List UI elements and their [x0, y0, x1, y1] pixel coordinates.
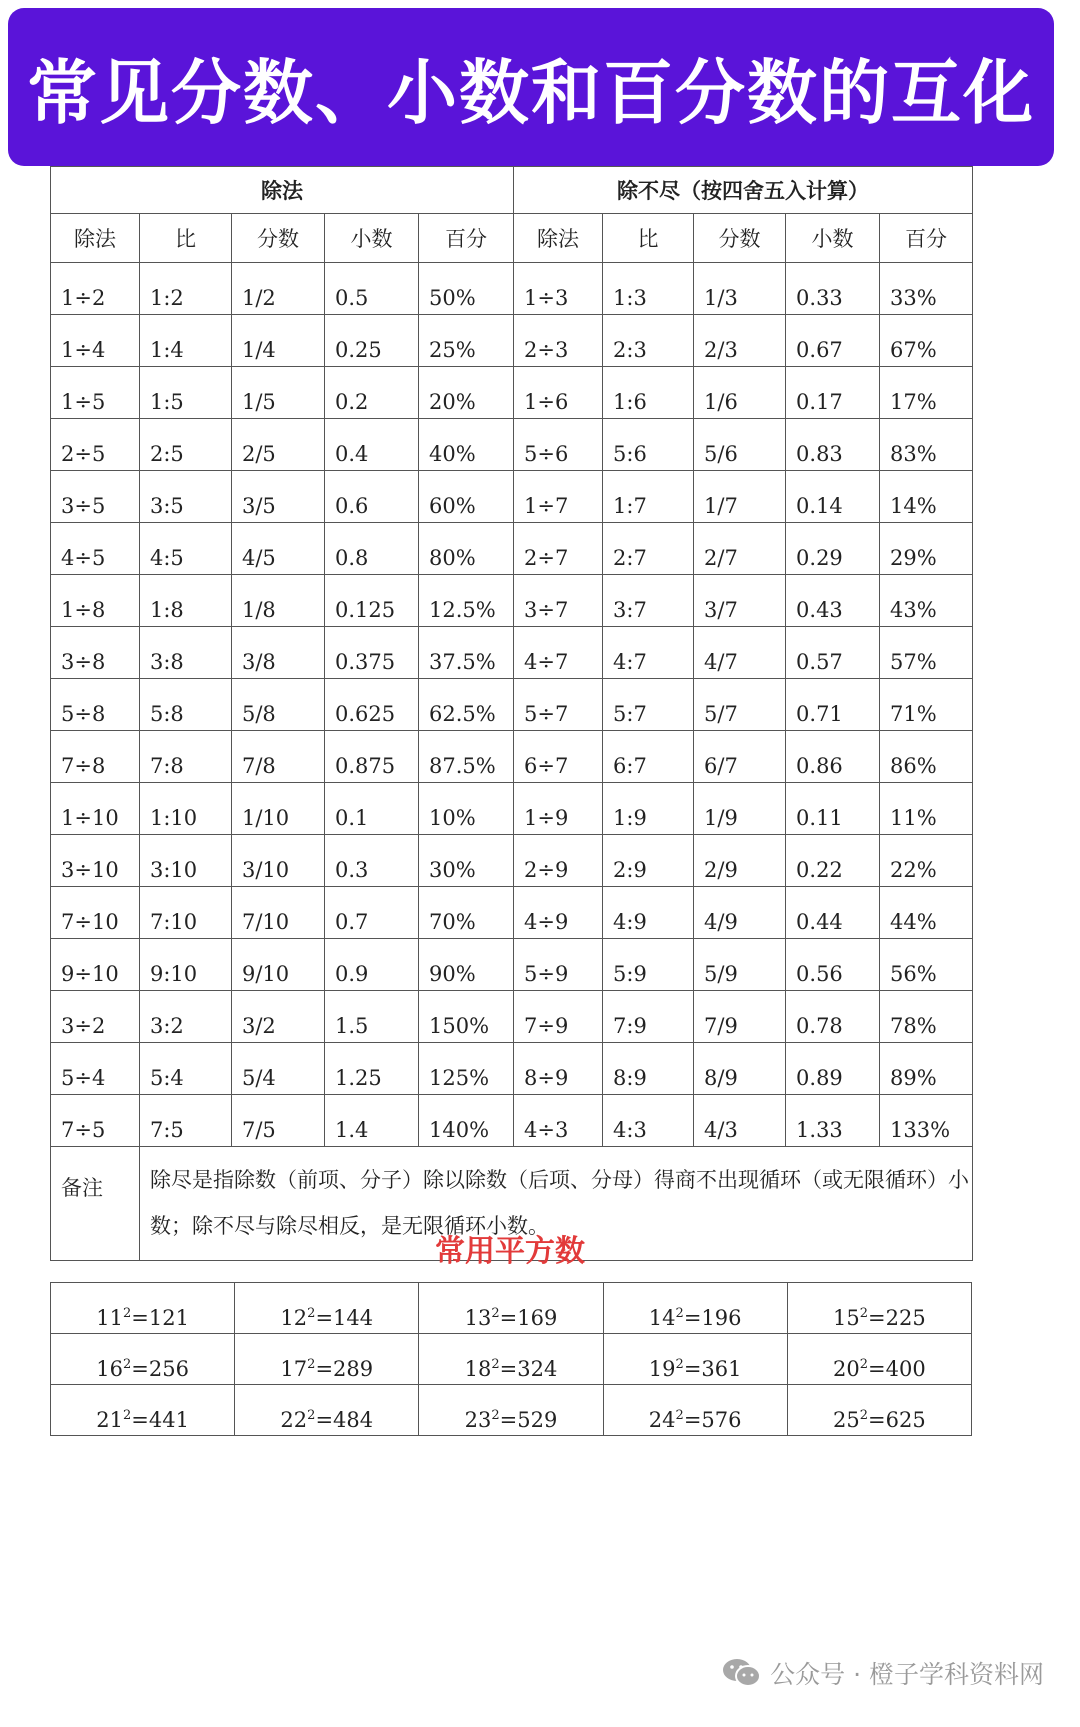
table-cell: 0.6: [325, 471, 419, 523]
square-base: 20: [833, 1357, 860, 1381]
square-cell: [419, 1283, 603, 1334]
square-base: 21: [96, 1408, 123, 1432]
table-cell: 3:2: [140, 991, 232, 1043]
table-cell: 3/5: [232, 471, 325, 523]
wechat-icon: [722, 1657, 762, 1689]
table-cell: 1÷9: [514, 783, 603, 835]
table-cell: 5/8: [232, 679, 325, 731]
table-cell: 0.43: [786, 575, 880, 627]
square-cell: [603, 1334, 787, 1385]
table-cell: 11%: [880, 783, 973, 835]
column-header: 比: [140, 214, 232, 263]
table-cell: 7:5: [140, 1095, 232, 1147]
table-cell: 1÷6: [514, 367, 603, 419]
square-exponent: 2: [859, 1408, 869, 1423]
table-cell: 1.5: [325, 991, 419, 1043]
table-cell: 86%: [880, 731, 973, 783]
table-cell: 70%: [419, 887, 514, 939]
table-cell: 7/8: [232, 731, 325, 783]
table-cell: 4:3: [603, 1095, 694, 1147]
note-label: 备注: [51, 1147, 140, 1261]
table-cell: 7/10: [232, 887, 325, 939]
square-cell: [787, 1334, 971, 1385]
table-cell: 33%: [880, 263, 973, 315]
table-row: [51, 679, 973, 731]
squares-table: [50, 1282, 972, 1436]
table-cell: 4/7: [694, 627, 786, 679]
table-cell: 1/6: [694, 367, 786, 419]
table-cell: 0.78: [786, 991, 880, 1043]
table-cell: 1÷2: [51, 263, 140, 315]
table-cell: 7÷10: [51, 887, 140, 939]
table-row: [51, 575, 973, 627]
table-cell: 1÷8: [51, 575, 140, 627]
squares-row: [51, 1334, 972, 1385]
table-cell: 7/5: [232, 1095, 325, 1147]
table-cell: 2:3: [603, 315, 694, 367]
table-cell: 2/5: [232, 419, 325, 471]
table-cell: 4÷5: [51, 523, 140, 575]
table-cell: 1÷5: [51, 367, 140, 419]
column-header: 分数: [694, 214, 786, 263]
table-cell: 5/7: [694, 679, 786, 731]
table-row: [51, 419, 973, 471]
table-cell: 20%: [419, 367, 514, 419]
conversion-table-body: [51, 263, 973, 1261]
table-cell: 5/4: [232, 1043, 325, 1095]
table-cell: 2:7: [603, 523, 694, 575]
table-cell: 5÷6: [514, 419, 603, 471]
square-cell: [235, 1334, 419, 1385]
table-cell: 5:6: [603, 419, 694, 471]
table-cell: 6÷7: [514, 731, 603, 783]
table-cell: 1÷10: [51, 783, 140, 835]
table-cell: 56%: [880, 939, 973, 991]
table-cell: 1.4: [325, 1095, 419, 1147]
table-cell: 1÷4: [51, 315, 140, 367]
table-cell: 2÷5: [51, 419, 140, 471]
square-result: =484: [315, 1408, 374, 1432]
table-cell: 0.29: [786, 523, 880, 575]
square-exponent: 2: [675, 1306, 684, 1321]
table-cell: 7:10: [140, 887, 232, 939]
square-cell: [51, 1283, 235, 1334]
table-cell: 0.22: [786, 835, 880, 887]
table-cell: 1/3: [694, 263, 786, 315]
table-cell: 0.875: [325, 731, 419, 783]
square-exponent: 2: [491, 1408, 500, 1423]
table-row: [51, 367, 973, 419]
square-base: 17: [280, 1357, 308, 1381]
table-cell: 4÷3: [514, 1095, 603, 1147]
table-cell: 29%: [880, 523, 973, 575]
square-cell: [419, 1385, 603, 1436]
table-cell: 5/6: [694, 419, 786, 471]
table-cell: 1/9: [694, 783, 786, 835]
square-result: =289: [315, 1357, 374, 1381]
table-cell: 2/9: [694, 835, 786, 887]
table-cell: 5:8: [140, 679, 232, 731]
square-exponent: 2: [859, 1306, 869, 1321]
table-cell: 1/2: [232, 263, 325, 315]
table-cell: 0.9: [325, 939, 419, 991]
square-base: 14: [648, 1306, 676, 1330]
table-cell: 0.11: [786, 783, 880, 835]
table-cell: 0.57: [786, 627, 880, 679]
table-cell: 0.17: [786, 367, 880, 419]
square-result: =196: [683, 1306, 742, 1330]
table-cell: 78%: [880, 991, 973, 1043]
table-cell: 3÷7: [514, 575, 603, 627]
square-cell: [51, 1385, 235, 1436]
page-title: 常见分数、小数和百分数的互化: [27, 51, 1035, 134]
square-base: 12: [280, 1306, 308, 1330]
table-cell: 30%: [419, 835, 514, 887]
table-cell: 7÷9: [514, 991, 603, 1043]
square-base: 22: [280, 1408, 308, 1432]
square-base: 11: [96, 1306, 123, 1330]
group-header-row: [51, 167, 973, 214]
table-row: [51, 1043, 973, 1095]
table-cell: 5÷4: [51, 1043, 140, 1095]
table-cell: 44%: [880, 887, 973, 939]
table-cell: 4:9: [603, 887, 694, 939]
conversion-table: [50, 166, 973, 1261]
table-cell: 0.89: [786, 1043, 880, 1095]
group-header-exact: 除法: [51, 167, 514, 214]
table-cell: 0.8: [325, 523, 419, 575]
group-header-rounded: 除不尽（按四舍五入计算）: [514, 167, 973, 214]
table-cell: 3:10: [140, 835, 232, 887]
table-cell: 89%: [880, 1043, 973, 1095]
table-cell: 0.2: [325, 367, 419, 419]
table-cell: 7:8: [140, 731, 232, 783]
column-header: 比: [603, 214, 694, 263]
table-row: [51, 835, 973, 887]
table-cell: 4/9: [694, 887, 786, 939]
table-row: [51, 471, 973, 523]
table-cell: 140%: [419, 1095, 514, 1147]
table-cell: 2:5: [140, 419, 232, 471]
table-cell: 0.56: [786, 939, 880, 991]
table-cell: 1:3: [603, 263, 694, 315]
table-cell: 1:2: [140, 263, 232, 315]
square-result: =441: [131, 1408, 189, 1432]
table-cell: 1÷7: [514, 471, 603, 523]
table-cell: 8÷9: [514, 1043, 603, 1095]
table-cell: 9/10: [232, 939, 325, 991]
square-exponent: 2: [122, 1357, 132, 1372]
square-exponent: 2: [675, 1408, 684, 1423]
footer-text: 公众号 · 橙子学科资料网: [770, 1660, 1044, 1689]
square-cell: [235, 1385, 419, 1436]
table-cell: 2÷7: [514, 523, 603, 575]
table-row: [51, 991, 973, 1043]
square-exponent: 2: [859, 1357, 869, 1372]
table-cell: 0.375: [325, 627, 419, 679]
table-cell: 0.7: [325, 887, 419, 939]
square-base: 23: [464, 1408, 492, 1432]
table-row: [51, 627, 973, 679]
table-cell: 0.86: [786, 731, 880, 783]
square-base: 19: [648, 1357, 676, 1381]
table-cell: 5÷7: [514, 679, 603, 731]
table-cell: 7:9: [603, 991, 694, 1043]
table-cell: 4÷7: [514, 627, 603, 679]
table-cell: 5:4: [140, 1043, 232, 1095]
table-cell: 133%: [880, 1095, 973, 1147]
table-cell: 71%: [880, 679, 973, 731]
column-header-row: [51, 214, 973, 263]
table-cell: 0.67: [786, 315, 880, 367]
table-row: [51, 315, 973, 367]
table-cell: 1/5: [232, 367, 325, 419]
table-cell: 9:10: [140, 939, 232, 991]
table-cell: 57%: [880, 627, 973, 679]
note-text: 除尽是指除数（前项、分子）除以除数（后项、分母）得商不出现循环（或无限循环）小数；除不尽与除尽相反，是无限循环小数。: [140, 1147, 973, 1261]
table-cell: 12.5%: [419, 575, 514, 627]
square-exponent: 2: [491, 1357, 500, 1372]
square-cell: [787, 1385, 971, 1436]
table-row: [51, 731, 973, 783]
square-base: 25: [833, 1408, 860, 1432]
square-result: =169: [499, 1306, 558, 1330]
table-cell: 3:8: [140, 627, 232, 679]
table-cell: 0.83: [786, 419, 880, 471]
table-cell: 9÷10: [51, 939, 140, 991]
table-cell: 4:7: [603, 627, 694, 679]
table-cell: 0.3: [325, 835, 419, 887]
table-cell: 1:6: [603, 367, 694, 419]
table-cell: 87.5%: [419, 731, 514, 783]
table-cell: 90%: [419, 939, 514, 991]
square-cell: [235, 1283, 419, 1334]
table-cell: 6/7: [694, 731, 786, 783]
table-cell: 4/5: [232, 523, 325, 575]
square-base: 13: [464, 1306, 492, 1330]
table-row: [51, 939, 973, 991]
table-cell: 83%: [880, 419, 973, 471]
square-result: =576: [683, 1408, 742, 1432]
table-cell: 3:7: [603, 575, 694, 627]
table-cell: 50%: [419, 263, 514, 315]
table-cell: 3/8: [232, 627, 325, 679]
table-cell: 2÷9: [514, 835, 603, 887]
table-row: [51, 1095, 973, 1147]
table-cell: 1÷3: [514, 263, 603, 315]
table-row: [51, 887, 973, 939]
table-cell: 3/2: [232, 991, 325, 1043]
table-cell: 0.14: [786, 471, 880, 523]
square-base: 15: [833, 1306, 860, 1330]
table-cell: 1.25: [325, 1043, 419, 1095]
column-header: 百分: [880, 214, 973, 263]
column-header: 小数: [325, 214, 419, 263]
square-result: =225: [868, 1306, 926, 1330]
square-result: =121: [131, 1306, 189, 1330]
table-cell: 3÷10: [51, 835, 140, 887]
table-cell: 0.44: [786, 887, 880, 939]
table-cell: 7÷8: [51, 731, 140, 783]
table-cell: 8:9: [603, 1043, 694, 1095]
footer-watermark: [722, 1655, 1044, 1691]
table-cell: 3÷8: [51, 627, 140, 679]
square-cell: [787, 1283, 971, 1334]
square-exponent: 2: [307, 1408, 316, 1423]
table-cell: 67%: [880, 315, 973, 367]
square-base: 24: [648, 1408, 676, 1432]
table-cell: 60%: [419, 471, 514, 523]
title-banner: [8, 8, 1054, 166]
table-cell: 80%: [419, 523, 514, 575]
table-cell: 1:10: [140, 783, 232, 835]
table-cell: 1/4: [232, 315, 325, 367]
squares-row: [51, 1385, 972, 1436]
table-cell: 5÷9: [514, 939, 603, 991]
table-cell: 125%: [419, 1043, 514, 1095]
table-cell: 3/10: [232, 835, 325, 887]
square-result: =361: [683, 1357, 742, 1381]
table-cell: 0.5: [325, 263, 419, 315]
table-cell: 0.25: [325, 315, 419, 367]
table-cell: 8/9: [694, 1043, 786, 1095]
table-cell: 5/9: [694, 939, 786, 991]
square-result: =529: [499, 1408, 558, 1432]
column-header: 百分: [419, 214, 514, 263]
table-cell: 5÷8: [51, 679, 140, 731]
table-cell: 7÷5: [51, 1095, 140, 1147]
square-result: =625: [868, 1408, 926, 1432]
table-cell: 0.33: [786, 263, 880, 315]
table-cell: 62.5%: [419, 679, 514, 731]
table-cell: 1:4: [140, 315, 232, 367]
table-cell: 1:8: [140, 575, 232, 627]
table-cell: 2/3: [694, 315, 786, 367]
table-cell: 1/8: [232, 575, 325, 627]
table-cell: 0.4: [325, 419, 419, 471]
table-cell: 5:7: [603, 679, 694, 731]
table-row: [51, 263, 973, 315]
table-cell: 17%: [880, 367, 973, 419]
column-header: 除法: [51, 214, 140, 263]
table-cell: 6:7: [603, 731, 694, 783]
table-cell: 0.71: [786, 679, 880, 731]
column-header: 除法: [514, 214, 603, 263]
square-exponent: 2: [675, 1357, 684, 1372]
table-cell: 14%: [880, 471, 973, 523]
table-cell: 1.33: [786, 1095, 880, 1147]
table-cell: 37.5%: [419, 627, 514, 679]
square-result: =144: [315, 1306, 374, 1330]
table-cell: 3/7: [694, 575, 786, 627]
square-result: =400: [868, 1357, 926, 1381]
table-cell: 3÷2: [51, 991, 140, 1043]
square-result: =256: [131, 1357, 189, 1381]
table-cell: 0.625: [325, 679, 419, 731]
squares-title: 常用平方数: [435, 1234, 585, 1269]
square-exponent: 2: [307, 1357, 316, 1372]
table-cell: 1/10: [232, 783, 325, 835]
square-cell: [603, 1385, 787, 1436]
table-cell: 5:9: [603, 939, 694, 991]
table-cell: 10%: [419, 783, 514, 835]
table-cell: 0.1: [325, 783, 419, 835]
table-cell: 7/9: [694, 991, 786, 1043]
table-cell: 1:7: [603, 471, 694, 523]
table-cell: 4:5: [140, 523, 232, 575]
table-cell: 2÷3: [514, 315, 603, 367]
square-exponent: 2: [122, 1408, 132, 1423]
square-exponent: 2: [307, 1306, 316, 1321]
table-row: [51, 783, 973, 835]
table-cell: 4÷9: [514, 887, 603, 939]
column-header: 小数: [786, 214, 880, 263]
squares-row: [51, 1283, 972, 1334]
square-base: 16: [96, 1357, 123, 1381]
square-cell: [51, 1334, 235, 1385]
table-cell: 1:5: [140, 367, 232, 419]
square-exponent: 2: [491, 1306, 500, 1321]
table-cell: 2:9: [603, 835, 694, 887]
table-cell: 4/3: [694, 1095, 786, 1147]
table-cell: 3÷5: [51, 471, 140, 523]
table-cell: 0.125: [325, 575, 419, 627]
table-cell: 1:9: [603, 783, 694, 835]
table-cell: 43%: [880, 575, 973, 627]
square-base: 18: [464, 1357, 492, 1381]
table-cell: 1/7: [694, 471, 786, 523]
table-cell: 150%: [419, 991, 514, 1043]
table-cell: 40%: [419, 419, 514, 471]
square-cell: [419, 1334, 603, 1385]
square-cell: [603, 1283, 787, 1334]
square-exponent: 2: [122, 1306, 132, 1321]
table-cell: 25%: [419, 315, 514, 367]
table-cell: 22%: [880, 835, 973, 887]
column-header: 分数: [232, 214, 325, 263]
table-row: [51, 523, 973, 575]
table-cell: 3:5: [140, 471, 232, 523]
table-cell: 2/7: [694, 523, 786, 575]
square-result: =324: [499, 1357, 558, 1381]
